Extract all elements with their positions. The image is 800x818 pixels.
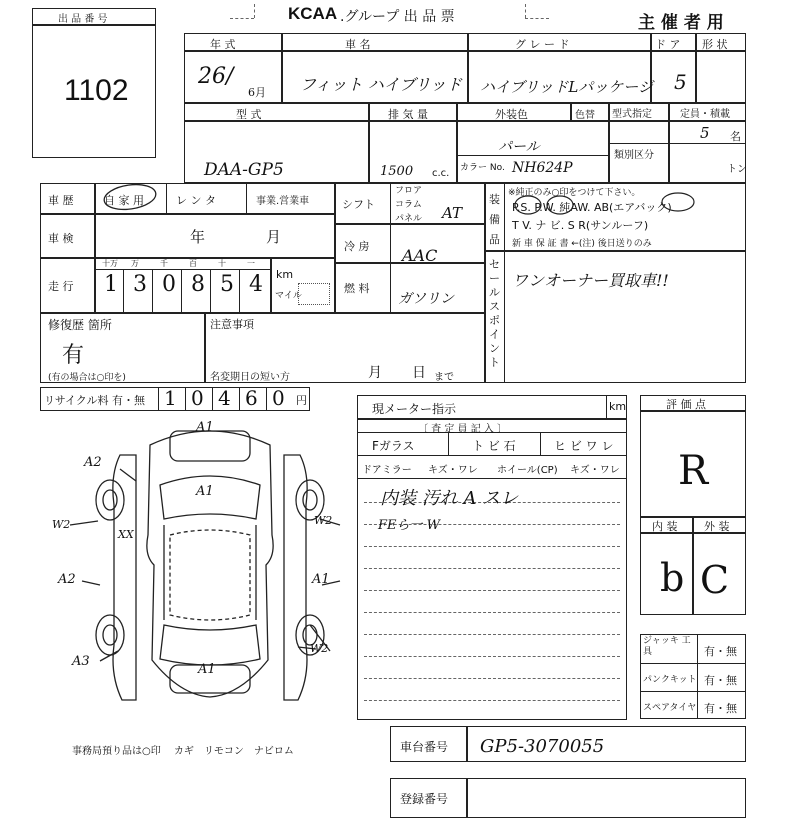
- lot-number-label: 出 品 番 号: [58, 14, 108, 25]
- recycle-digit: 6: [245, 386, 258, 410]
- month-value: 6月: [248, 86, 266, 99]
- recycle-digit: 0: [272, 386, 285, 410]
- fuel-label: 燃 料: [344, 282, 370, 295]
- color-number-value: NH624P: [512, 160, 573, 176]
- mileage-digit: 1: [104, 272, 118, 297]
- shift-option-panel: パネル: [395, 214, 423, 224]
- equipment-vertical-label: 装備品: [489, 193, 500, 246]
- history-option-business: 事業.営業車: [256, 196, 310, 207]
- year-label: 年 式: [210, 38, 236, 51]
- sales-point-value: ワンオーナー買取車!!: [512, 271, 669, 290]
- model-label: 型 式: [236, 108, 262, 121]
- mileage-label: 走 行: [48, 280, 74, 293]
- wheel-label: ホイール(CP): [497, 465, 558, 476]
- km-unit: km: [276, 268, 294, 281]
- tool-spare-options: 有・無: [704, 702, 737, 715]
- mirror-label: ドアミラー: [362, 465, 412, 476]
- car-name-value: フィット ハイブリッド: [300, 75, 463, 94]
- capacity-unit: 名: [730, 130, 741, 143]
- capacity-label: 定員・積載: [680, 109, 730, 120]
- brand-logo: KCAA: [288, 4, 338, 23]
- tool-puncture-options: 有・無: [704, 674, 737, 687]
- shift-option-column: コラム: [395, 200, 422, 210]
- equipment-line-2: T V. ナ ビ. S R(サンルーフ): [512, 219, 649, 232]
- displacement-unit: c.c.: [432, 168, 450, 179]
- interior-label: 内 装: [652, 520, 678, 533]
- shift-label: シフト: [342, 198, 375, 211]
- mileage-digit-header: 千: [160, 259, 168, 268]
- sales-point-vertical-label: セールスポイント: [489, 258, 500, 369]
- recycle-label: リサイクル料 有・無: [44, 394, 145, 407]
- diagram-mark-xx: XX: [118, 528, 134, 541]
- front-glass-label: Fガラス: [372, 439, 415, 453]
- name-change-day: 日: [412, 365, 426, 381]
- mileage-digit: 8: [191, 272, 205, 297]
- inspector-note-1: 内装 汚れ A スレ: [380, 488, 519, 509]
- mile-unit: マイル: [275, 291, 302, 301]
- chassis-value: GP5-3070055: [480, 736, 605, 757]
- mileage-digit-header: 一: [247, 259, 255, 268]
- tool-jack-label: ジャッキ 工 具: [643, 636, 691, 657]
- tool-spare-label: スペアタイヤ: [643, 703, 697, 713]
- recycle-digit: 0: [191, 386, 204, 410]
- color-change-label: 色替: [575, 110, 595, 121]
- equipment-line-3: 新 車 保 証 書 ←(注) 後日送りのみ: [512, 239, 652, 249]
- inspection-label: 車 検: [48, 232, 74, 245]
- name-change-label: 名変期日の短い方: [210, 372, 290, 383]
- fuel-value: ガソリン: [398, 291, 454, 307]
- history-option-private: 自 家 用: [104, 194, 144, 207]
- diagram-mark-w2-left: W2: [52, 518, 71, 531]
- exterior-value: C: [700, 558, 730, 602]
- mileage-digit-header: 十: [218, 259, 226, 268]
- ac-label: 冷 房: [344, 240, 370, 253]
- shape-label: 形 状: [702, 38, 728, 51]
- name-change-until: まで: [434, 372, 454, 383]
- color-value: パール: [498, 139, 540, 155]
- inspector-header: 〔 査 定 員 記 入 〕: [418, 424, 508, 435]
- rating-value: R: [678, 448, 709, 494]
- repair-value: 有: [62, 343, 85, 368]
- lot-number-value: 1102: [64, 74, 129, 107]
- diagram-mark-a1-top: A1: [196, 420, 214, 435]
- chassis-label: 車台番号: [400, 740, 449, 754]
- name-label: 車 名: [345, 38, 371, 51]
- history-label: 車 歴: [48, 194, 74, 207]
- history-circle-mark: [100, 182, 160, 212]
- mileage-digit-header: 万: [131, 259, 139, 268]
- caution-label: 注意事項: [210, 318, 254, 331]
- diagram-mark-w2-right: W2: [314, 514, 333, 527]
- tool-puncture-label: パンクキット: [643, 675, 697, 685]
- organizer-label: 主 催 者 用: [638, 13, 724, 33]
- mileage-digit-header: 百: [189, 259, 197, 268]
- front-glass-options: ト ビ 石: [472, 439, 516, 453]
- repair-label: 修復歴 箇所: [48, 318, 112, 332]
- type-designation-label: 型式指定: [612, 109, 652, 120]
- front-glass-crack-options: ヒ ビ ワ レ: [554, 439, 614, 453]
- mileage-digit: 4: [249, 272, 263, 297]
- grade-label: グ レ ー ド: [515, 38, 570, 51]
- door-label: ド ア: [655, 38, 681, 51]
- diagram-footer: 事務局預り品は○印 カギ リモコン ナビロム: [72, 746, 294, 757]
- diagram-mark-a1-rear: A1: [198, 662, 216, 677]
- door-value: 5: [674, 70, 687, 94]
- color-number-label: カラー No.: [460, 163, 505, 173]
- color-label: 外装色: [495, 108, 528, 121]
- equipment-line-1: P.S. P.W. 純AW. AB(エアバック): [512, 201, 672, 214]
- ac-value: AAC: [402, 246, 438, 265]
- mileage-digit: 0: [162, 272, 176, 297]
- diagram-mark-a1-right: A1: [312, 572, 330, 587]
- recycle-yen: 円: [296, 394, 307, 407]
- displacement-label: 排 気 量: [388, 108, 428, 121]
- mileage-digit: 3: [133, 272, 147, 297]
- repair-note: (有の場合は○印を): [48, 373, 126, 383]
- inspector-note-2: FEら一 W: [378, 518, 441, 533]
- diagram-mark-a2-side: A2: [58, 572, 76, 587]
- registration-label: 登録番号: [400, 792, 449, 806]
- inspection-year-unit: 年: [190, 228, 206, 246]
- shift-value: AT: [442, 204, 463, 222]
- shift-option-floor: フロア: [395, 186, 423, 196]
- tool-jack-options: 有・無: [704, 645, 737, 658]
- recycle-digit: 4: [218, 386, 231, 410]
- history-option-rental: レ ン タ: [176, 194, 216, 207]
- ton-unit: トン: [727, 164, 747, 175]
- displacement-value: 1500: [380, 164, 414, 179]
- class-label: 類別区分: [614, 150, 654, 161]
- exterior-label: 外 装: [704, 520, 730, 533]
- mirror-options: キズ・ワレ: [428, 465, 478, 476]
- capacity-value: 5: [700, 124, 710, 142]
- meter-label: 現メーター指示: [372, 402, 457, 416]
- rating-label: 評 価 点: [666, 398, 706, 411]
- model-value: DAA-GP5: [204, 160, 284, 180]
- inspection-month-unit: 月: [266, 228, 282, 246]
- grade-value: ハイブリッドLパッケージ: [480, 78, 654, 96]
- wheel-options: キズ・ワレ: [570, 465, 620, 476]
- diagram-mark-a2-left: A2: [84, 455, 102, 470]
- mileage-digit: 5: [220, 272, 234, 297]
- diagram-mark-a1-hood: A1: [196, 484, 214, 499]
- equipment-note: ※純正のみ○印をつけて下さい。: [508, 188, 641, 198]
- meter-unit: km: [609, 400, 627, 413]
- interior-value: b: [660, 556, 685, 600]
- form-title: .グループ 出 品 票: [340, 9, 455, 25]
- mileage-digit-header: 十万: [102, 259, 118, 268]
- diagram-mark-w2-rear: W2: [310, 642, 329, 655]
- equipment-circle-marks: [510, 192, 710, 222]
- name-change-month: 月: [368, 365, 382, 381]
- diagram-mark-a3: A3: [72, 654, 90, 669]
- year-value: 26/: [198, 64, 234, 89]
- recycle-digit: 1: [164, 386, 177, 410]
